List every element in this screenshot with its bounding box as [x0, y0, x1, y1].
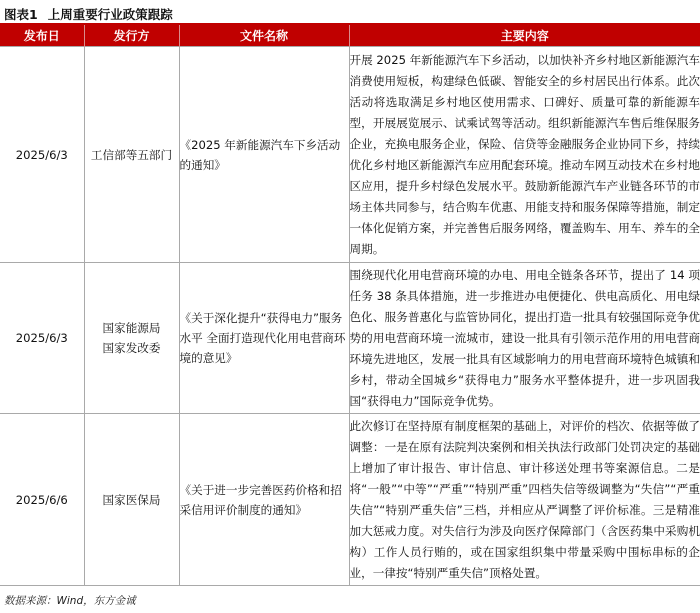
main-content: 围绕现代化用电营商环境的办电、用电全链条各环节，提出了 14 项任务 38 条具体措施，进一步推进办电便捷化、供电高质化、用电绿色化、服务普惠化与监管协同化，提出打造一批具有较强国际竞争优势的用电营商环境一流城市，建设一批具有引领示范作用的用电营商环境先进地区，发展一批具有区域影响力的用电营商环境特色城镇和乡村，带动全国城乡“获得电力”服务水平整体提升，进一步巩固我国“获得电力”国际竞争优势。	[349, 263, 700, 414]
figure-title: 上周重要行业政策跟踪	[47, 7, 173, 22]
document-name: 《关于进一步完善医药价格和招采信用评价制度的通知》	[179, 414, 349, 586]
column-header-document: 文件名称	[179, 25, 349, 47]
table-header-row	[0, 25, 700, 47]
column-header-publisher: 发行方	[84, 25, 179, 47]
main-content: 此次修订在坚持原有制度框架的基础上，对评价的档次、依据等做了调整：一是在原有法院判决案例和相关执法行政部门处罚决定的基础上增加了审计报告、审计信息、审计移送处理书等案源信息。二是将“一般”“中等”“严重”“特别严重”四档失信等级调整为“失信”“严重失信”“特别严重失信”三档，并相应从严调整了评价标准。三是精准加大惩戒力度。对失信行为涉及向医疗保障部门（含医药集中采购机构）工作人员行贿的，或在国家组织集中带量采购中围标串标的企业，一律按“特别严重失信”顶格处置。	[349, 414, 700, 586]
column-header-content: 主要内容	[349, 25, 700, 47]
table-row	[0, 47, 700, 263]
document-name: 《2025 年新能源汽车下乡活动的通知》	[179, 47, 349, 263]
publisher-name: 工信部等五部门	[90, 147, 173, 162]
release-date: 2025/6/3	[0, 263, 84, 414]
document-name: 《关于深化提升“获得电力”服务水平 全面打造现代化用电营商环境的意见》	[179, 263, 349, 414]
release-date: 2025/6/3	[0, 47, 84, 263]
column-header-date: 发布日	[0, 25, 84, 47]
table-row	[0, 414, 700, 586]
publisher-name: 国家医保局	[102, 492, 161, 507]
policy-table	[0, 25, 700, 586]
release-date: 2025/6/6	[0, 414, 84, 586]
table-row	[0, 263, 700, 414]
publisher	[84, 263, 179, 414]
data-source-note: 数据来源：Wind，东方金诚	[4, 595, 136, 607]
publisher-name: 国家发改委	[102, 341, 161, 355]
publisher-name: 国家能源局	[102, 321, 161, 335]
publisher	[84, 47, 179, 263]
table-title	[4, 5, 173, 23]
publisher	[84, 414, 179, 586]
figure-number: 图表1	[4, 7, 38, 22]
main-content: 开展 2025 年新能源汽车下乡活动，以加快补齐乡村地区新能源汽车消费使用短板，构建绿色低碳、智能安全的乡村居民出行体系。此次活动将选取满足乡村地区使用需求、口碑好、质量可靠的新能源车型，开展展览展示、试乘试驾等活动。组织新能源汽车售后维保服务企业，充换电服务企业，保险、信贷等金融服务企业协同下乡，持续优化乡村地区新能源汽车应用配套环境。推动车网互动技术在乡村地区应用，提升乡村绿色发展水平。鼓励新能源汽车产业链各环节的市场主体共同参与，结合购车优惠、用能支持和服务保障等措施，制定一体化促销方案，并完善售后服务网络，覆盖购车、用车、养车的全周期。	[349, 47, 700, 263]
